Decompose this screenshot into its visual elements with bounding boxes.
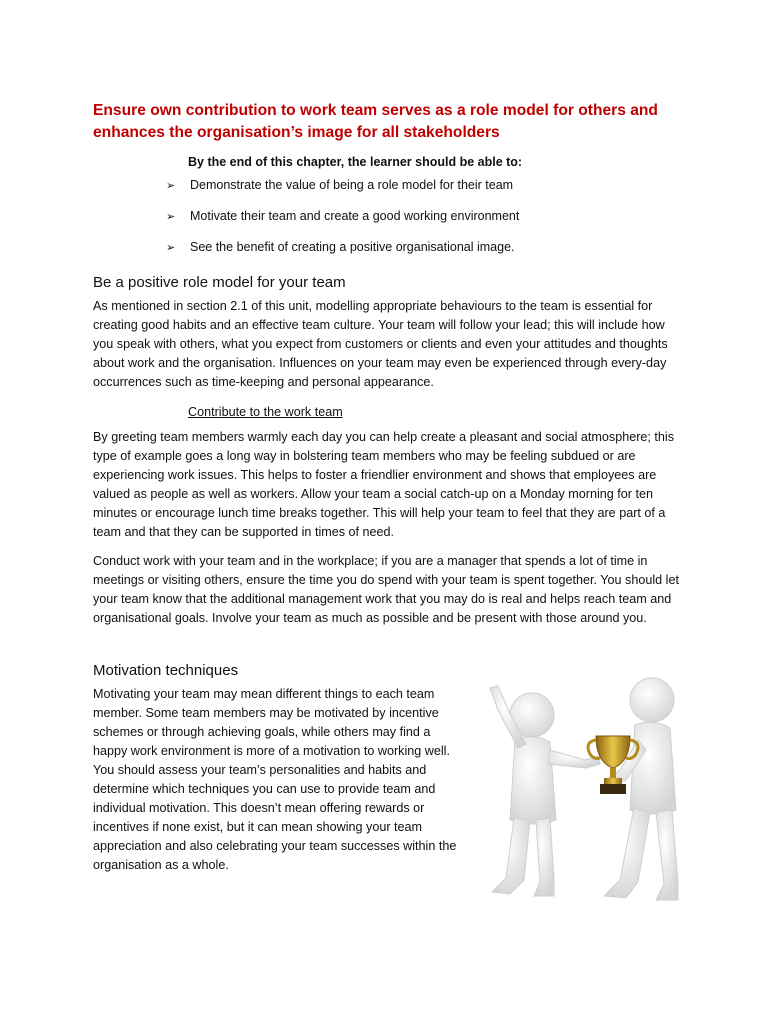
list-item <box>166 240 515 254</box>
section-paragraph-motivation: Motivating your team may mean different things to each team member. Some team members may be motivated by incentive schemes or through achieving goals, while others may find a happy work environment is more of a motivation to working well. You should assess your team’s personalities and habits and determine which techniques you can use to provide team and individual motivation. This doesn’t mean offering rewards or incentives if none exist, but it can mean showing your team appreciation and also celebrating your team successes within the organisation as a whole. <box>93 687 457 872</box>
arrow-bullet-icon: ➢ <box>166 180 176 192</box>
list-item-text: Demonstrate the value of being a role model for their team <box>190 178 514 192</box>
left-figure <box>490 686 600 896</box>
arrow-bullet-icon: ➢ <box>166 242 176 254</box>
list-item-text: Motivate their team and create a good working environment <box>190 209 520 223</box>
page-title: Ensure own contribution to work team serves as a role model for others and enhances the organisation’s image for all stakeholders <box>93 102 658 141</box>
list-item <box>166 178 513 192</box>
section-paragraph-contribute-2: Conduct work with your team and in the workplace; if you are a manager that spends a lot of time in meetings or visiting others, ensure the time you do spend with your team is spent together. You should let your team know that the additional management work that you may do is real and helps reach team and organisational goals. Involve your team as much as possible and be present with those around you. <box>93 554 679 625</box>
section-paragraph-role-model: As mentioned in section 2.1 of this unit, modelling appropriate behaviours to the team is essential for creating good habits and an effective team culture. Your team will follow your lead; this will include how you speak with others, what you expect from customers or clients and even your attitudes and thoughts about work and the organisation. Influences on your team may even be experienced through every-day occurrences such as time-keeping and personal appearance. <box>93 299 668 389</box>
trophy-handover-illustration <box>470 670 680 915</box>
section-heading-motivation: Motivation techniques <box>93 662 239 679</box>
arrow-bullet-icon: ➢ <box>166 211 176 223</box>
learning-outcomes-intro: By the end of this chapter, the learner should be able to: <box>188 155 523 169</box>
list-item <box>166 209 519 223</box>
section-paragraph-contribute-1: By greeting team members warmly each day you can help create a pleasant and social atmosphere; this type of example goes a long way in bolstering team members who may be feeling subdued or are experiencing work issues. This helps to foster a friendlier environment and shows that employees are valued as people as well as workers. Allow your team a social catch-up on a Monday morning for ten minutes or encourage lunch time breaks together. This will help your team to feel that they are part of a team and that they can be supported in times of need. <box>93 430 675 539</box>
section-heading-role-model: Be a positive role model for your team <box>93 274 346 291</box>
sub-heading-contribute: Contribute to the work team <box>188 405 343 419</box>
list-item-text: See the benefit of creating a positive organisational image. <box>190 240 515 254</box>
